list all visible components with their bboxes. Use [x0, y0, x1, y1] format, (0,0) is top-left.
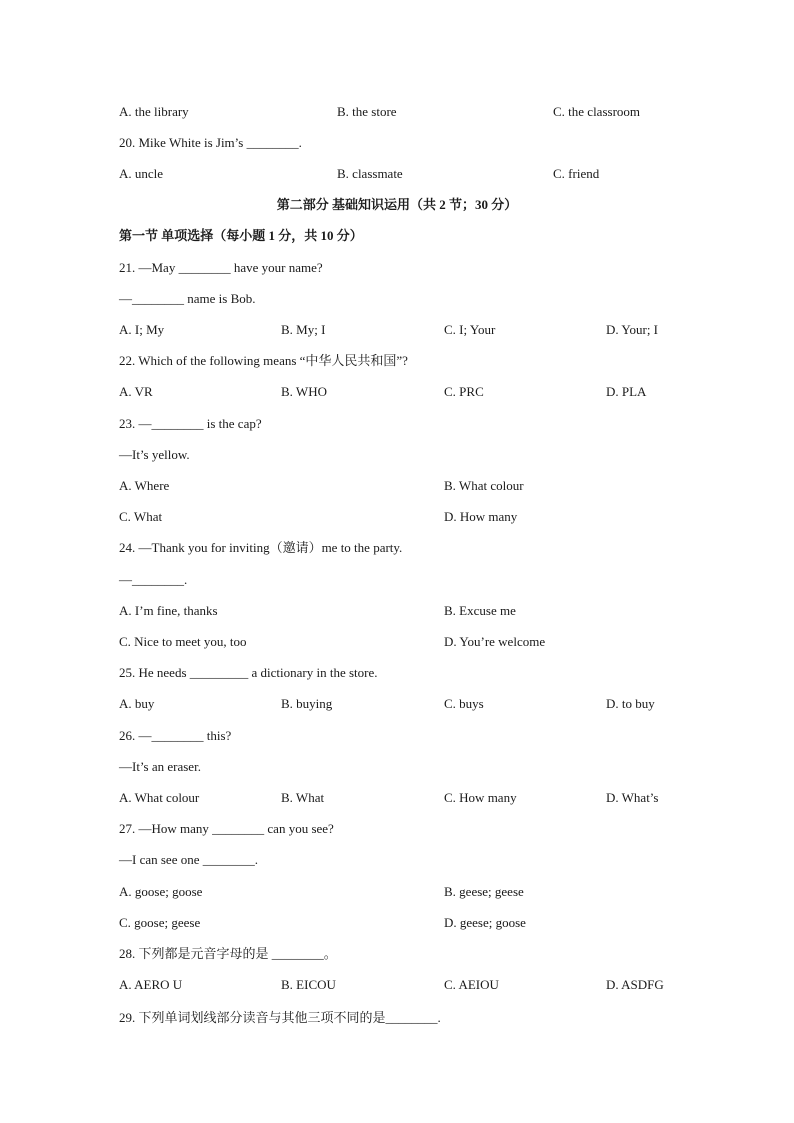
- q27-option-d: D. geese; goose: [444, 915, 526, 930]
- q27-options-row2: [0, 913, 794, 933]
- q21-option-c: C. I; Your: [444, 322, 496, 337]
- q27-option-b: B. geese; geese: [444, 884, 524, 899]
- q23-option-c: C. What: [119, 509, 163, 524]
- q27-stem: 27. —How many ________ can you see?: [119, 821, 334, 836]
- q25-stem-row: [0, 663, 794, 683]
- q20-option-c: C. friend: [553, 166, 600, 181]
- q24-option-b: B. Excuse me: [444, 603, 516, 618]
- part2-heading: 第二部分 基础知识运用（共 2 节；30 分）: [276, 197, 518, 212]
- q28-option-a: A. AERO U: [119, 977, 183, 992]
- q19-options: [0, 102, 794, 122]
- q24-option-a: A. I’m fine, thanks: [119, 603, 218, 618]
- q21-stem-row: [0, 258, 794, 278]
- q26-option-c: C. How many: [444, 790, 517, 805]
- q20-option-a: A. uncle: [119, 166, 164, 181]
- q23-stem-row: [0, 414, 794, 434]
- q25-option-a: A. buy: [119, 696, 155, 711]
- q28-option-b: B. EICOU: [281, 977, 336, 992]
- q23-options-row1: [0, 476, 794, 496]
- q28-option-c: C. AEIOU: [444, 977, 499, 992]
- q20-stem: 20. Mike White is Jim’s ________.: [119, 135, 302, 150]
- q26-option-a: A. What colour: [119, 790, 200, 805]
- q27-options-row1: [0, 882, 794, 902]
- q26-stem-row: [0, 726, 794, 746]
- q23-line2-row: [0, 445, 794, 465]
- q24-option-d: D. You’re welcome: [444, 634, 546, 649]
- q26-option-b: B. What: [281, 790, 325, 805]
- q23-stem: 23. —________ is the cap?: [119, 416, 262, 431]
- q25-options: [0, 694, 794, 714]
- q22-stem-row: [0, 351, 794, 371]
- q23-line2: —It’s yellow.: [119, 447, 190, 462]
- section1-heading: 第一节 单项选择（每小题 1 分，共 10 分）: [119, 228, 363, 243]
- q26-line2-row: [0, 757, 794, 777]
- q19-option-c: C. the classroom: [553, 104, 641, 119]
- q24-option-c: C. Nice to meet you, too: [119, 634, 247, 649]
- q22-stem: 22. Which of the following means “中华人民共和国”?: [119, 353, 408, 368]
- q19-option-b: B. the store: [337, 104, 397, 119]
- section1-heading-row: [0, 226, 794, 246]
- q27-line2-row: [0, 850, 794, 870]
- q20-options: [0, 164, 794, 184]
- q25-option-d: D. to buy: [606, 696, 655, 711]
- q22-option-d: D. PLA: [606, 384, 647, 399]
- q26-option-d: D. What’s: [606, 790, 659, 805]
- q24-stem: 24. —Thank you for inviting（邀请）me to the party.: [119, 540, 403, 555]
- q23-options-row2: [0, 507, 794, 527]
- q28-stem-row: [0, 944, 794, 964]
- q20-stem-row: [0, 133, 794, 153]
- q23-option-d: D. How many: [444, 509, 518, 524]
- q21-option-d: D. Your; I: [606, 322, 659, 337]
- q23-option-a: A. Where: [119, 478, 170, 493]
- q25-stem: 25. He needs _________ a dictionary in the store.: [119, 665, 378, 680]
- q21-line2: —________ name is Bob.: [119, 291, 256, 306]
- q21-line2-row: [0, 289, 794, 309]
- q24-line2: —________.: [119, 572, 188, 587]
- q29-stem: 29. 下列单词划线部分读音与其他三项不同的是________.: [119, 1010, 441, 1025]
- q21-option-a: A. I; My: [119, 322, 165, 337]
- q19-option-a: A. the library: [119, 104, 189, 119]
- q26-options: [0, 788, 794, 808]
- q28-option-d: D. ASDFG: [606, 977, 664, 992]
- q21-stem: 21. —May ________ have your name?: [119, 260, 323, 275]
- q22-options: [0, 382, 794, 402]
- q27-line2: —I can see one ________.: [119, 852, 258, 867]
- q22-option-a: A. VR: [119, 384, 153, 399]
- q23-option-b: B. What colour: [444, 478, 524, 493]
- q28-stem: 28. 下列都是元音字母的是 ________。: [119, 946, 337, 961]
- q24-line2-row: [0, 570, 794, 590]
- q22-option-c: C. PRC: [444, 384, 484, 399]
- part2-heading-row: [0, 195, 794, 215]
- q24-options-row2: [0, 632, 794, 652]
- q22-option-b: B. WHO: [281, 384, 327, 399]
- q21-options: [0, 320, 794, 340]
- q26-line2: —It’s an eraser.: [119, 759, 201, 774]
- q24-options-row1: [0, 601, 794, 621]
- q27-option-c: C. goose; geese: [119, 915, 201, 930]
- q26-stem: 26. —________ this?: [119, 728, 232, 743]
- q21-option-b: B. My; I: [281, 322, 326, 337]
- q27-option-a: A. goose; goose: [119, 884, 203, 899]
- q27-stem-row: [0, 819, 794, 839]
- q20-option-b: B. classmate: [337, 166, 403, 181]
- q29-stem-row: [0, 1008, 794, 1028]
- q28-options: [0, 975, 794, 995]
- q24-stem-row: [0, 538, 794, 558]
- q25-option-b: B. buying: [281, 696, 333, 711]
- q25-option-c: C. buys: [444, 696, 484, 711]
